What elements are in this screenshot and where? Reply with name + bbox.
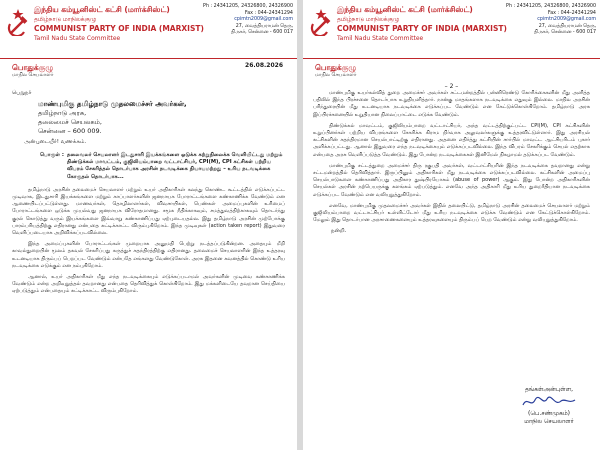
body-paragraph: தமிழ்நாடு அரசின் தலைமைச் செயலாளர் மற்றும் உயர் அதிகாரிகள் கலந்து கொண்ட கூட்டத்தில் எடுக்கப்பட்ட முடிவாக, இடதுசாரி இயக்கங்களை மற்றும் காப்பாளர்களின் ஜனநாயக போராட்டங்களை கண்காணிக்க வேண்டும் என ஆணையிடப்பட்டுள்ளது. மாணவர்கள், தொழிலாளர்கள், விவசாயிகள், பெண்கள் அமைப்புகளின் உரிமைப் போராட்டங்களை ஒடுக்க முயல்வது ஜனநாயக விரோதமானது. சமூக நீதிக்காகவும், சமத்துவத்திற்காகவும் தொடர்ந்து குரல் கொடுத்து வரும் இயக்கங்களை இவ்வாறு கண்காணிப்பது ஏற்புடையதல்ல. இது தமிழ்நாடு அரசின் முற்போக்கு பாரம்பரியத்திற்கு எதிரானது என்பதை சுட்டிக்காட்ட விரும்புகிறோம். இந்த முடிவுகள் (action taken report) இதுவரை வெளிப்படையாக அறிவிக்கப்படவில்லை.	[12, 186, 285, 237]
email-address: cpimtn2009@gmail.com	[537, 17, 596, 23]
handwritten-signature	[519, 394, 579, 410]
recipient-address	[38, 100, 285, 136]
address-line-2: தி.நகர், சென்னை - 600 017	[533, 30, 596, 36]
fax-number: Fax : 044-24341294	[547, 10, 596, 16]
sender-section-sublabel: மாநில செயலாளர்	[12, 72, 54, 78]
signatory-title: மாநில செயலாளர்	[524, 418, 574, 425]
email-address: cpimtn2009@gmail.com	[234, 17, 293, 23]
sender-section-sublabel: மாநில செயலாளர்	[315, 72, 357, 78]
party-name-tamil: இந்திய கம்யூனிஸ்ட் கட்சி (மார்க்சிஸ்ட்)	[34, 5, 170, 14]
letterhead	[303, 0, 600, 59]
address-line-1: 27, வைத்தியராமன் தெரு,	[235, 23, 293, 29]
addressee-line: தலைமைச் செயலகம்,	[38, 118, 102, 126]
party-name-english: COMMUNIST PARTY OF INDIA (MARXIST)	[337, 24, 507, 33]
committee-english: Tamil Nadu State Committee	[337, 35, 424, 42]
thanks-line: நன்றி.	[331, 228, 347, 235]
party-name-tamil: இந்திய கம்யூனிஸ்ட் கட்சி (மார்க்சிஸ்ட்)	[337, 5, 473, 14]
phone-number: Ph : 24341205, 24326800, 24326900	[203, 4, 293, 9]
fax-number: Fax : 044-24341294	[244, 10, 293, 16]
sender-section-label: பொதுக்குழு	[315, 63, 357, 72]
party-name-block	[34, 5, 204, 43]
letter-date: 26.08.2026	[245, 62, 283, 69]
committee-tamil: தமிழ்நாடு மாநிலக்குழு	[34, 16, 97, 23]
body-paragraph: இந்த அமைப்புகளின் போராட்டங்கள் முறையாக அனுமதி பெற்று நடத்தப்படுகின்றன. அதையும் மீறி காவல்துறையின் மூலம் தகவல் சேகரிப்பது கருத்துச் சுதந்திரத்திற்கு எதிரானது. தலைமைச் செயலாளரின் இந்த உத்தரவு உடனடியாக திரும்பப் பெறப்பட வேண்டும் என்பதே எங்களது வேண்டுகோள். அரசு இதனை கவனத்தில் கொண்டு உரிய நடவடிக்கை எடுக்கும் என நம்புகிறோம்.	[12, 241, 285, 269]
party-name-english: COMMUNIST PARTY OF INDIA (MARXIST)	[34, 24, 204, 33]
committee-english: Tamil Nadu State Committee	[34, 35, 121, 42]
letter-body-page-1	[0, 89, 297, 296]
greeting: அன்புடையீர்! வணக்கம்.	[24, 139, 87, 145]
subject-text: தலைவலர் செயலாளர் இடதுசாரி இயக்கங்களை ஒடுக்க கற்றுநிலைக்க வெளியிட்டது மற்றும் திண்டுக்கல் மாவட்டம், குஜிலியம்பாறை வட்டாட்சியர், CPI(M), CPI கட்சிகள் பற்றிய விபரம் சேகரித்தல் தொடர்பாக அரசின் நடவடிக்கை நியாயமற்றது – உரிய நடவடிக்கை கோருதல் தொடர்பாக...	[66, 152, 283, 180]
body-paragraph: மாண்புமிகு சட்டத்துறை அமைச்சர் திரு ரகுபதி அவர்கள், வட்டாட்சியரின் இந்த நடவடிக்கை தவறானது என்று சட்டமன்றத்தில் தெரிவித்தார். இருப்பினும் அதிகாரிகள் மீது நடவடிக்கை எடுக்கப்படவில்லை. கட்சிகளின் அமைப்பு செயல்பாடுகளை கண்காணிப்பது அதிகார துஷ்பிரயோகம் (abuse of power) ஆகும். இது போன்ற அதிகாரிகளின் செயல்கள் அரசின் நற்பெயருக்கு களங்கம் ஏற்படுத்தும். எனவே அந்த அதிகாரி மீது உரிய துறைரீதியான நடவடிக்கை எடுக்கப்பட வேண்டும் என வலியுறுத்துகிறோம்.	[313, 162, 590, 198]
letterhead	[0, 0, 297, 59]
body-paragraph: மாண்புமிகு உயர்கல்வித் துறை அமைச்சர் அவர்கள் சட்டமன்றத்தில் பன்னிரெண்டு கோரிக்கைகளின் மீது அளித்த பதிலில் இந்த பிரச்சனை தொடர்பாக உறுதியளித்தார். நான்கு மாதங்களாக நடவடிக்கை எதுவும் இல்லை. மாநில அரசின் பரிந்துரையின் மீது உடனடியாக நடவடிக்கை எடுக்கப்பட வேண்டும் என கேட்டுக்கொள்கிறோம். தமிழ்நாடு அரசு இப்பிரச்சனையில் உறுதியான நிலைப்பாட்டை எடுக்க வேண்டும்.	[313, 90, 590, 118]
recipient-label: பெறுநர்	[12, 90, 32, 96]
address-line-1: 27, வைத்தியராமன் தெரு,	[538, 23, 596, 29]
contact-block	[496, 4, 596, 37]
signatory-name: (பெ.சண்முகம்)	[527, 410, 570, 417]
party-name-block	[337, 5, 507, 43]
signature-block	[514, 386, 584, 426]
body-paragraph: ஆனால், உயர் அதிகாரிகள் மீது எந்த நடவடிக்கையும் எடுக்கப்படாமல் அவர்களின் முடிவை கண்காணிக்க வேண்டும் என்ற அறிவுறுத்தல் தவறானது என்பதை தெரிவித்துக் கொள்கிறோம். இது மக்களிடையே தவறான செய்தியை ஏற்படுத்தும் என்பதையும் சுட்டிக்காட்ட விரும்புகிறோம்.	[12, 274, 285, 295]
subject-block	[40, 152, 285, 181]
hammer-sickle-star-icon	[6, 8, 30, 36]
subject-label: பொருள் :	[40, 152, 64, 158]
page-number: – 2 –	[444, 83, 459, 90]
address-line-2: தி.நகர், சென்னை - 600 017	[230, 30, 293, 36]
phone-number: Ph : 24341205, 24326800, 24326900	[506, 4, 596, 9]
letter-page-1	[0, 0, 297, 450]
sender-section-label: பொதுக்குழு	[12, 63, 54, 72]
hammer-sickle-star-icon	[309, 8, 333, 36]
closing-salutation: தங்கள்அன்புள்ள,	[524, 386, 574, 393]
body-paragraph: எனவே, மாண்புமிகு முதலமைச்சர் அவர்கள் இதில் தலையிட்டு, தமிழ்நாடு அரசின் தலைமைச் செயலாளர் மற்றும் குஜிலியம்பாறை வட்டாட்சியர் உள்ளிட்டோர் மீது உரிய நடவடிக்கை எடுக்க வேண்டும் என கேட்டுக்கொள்கிறோம். மேலும் இது தொடர்பான அரசாணைகளையும் உத்தரவுகளையும் திரும்பப் பெற வேண்டும் என்று வலியுறுத்துகிறோம்.	[313, 202, 590, 224]
contact-block	[193, 4, 293, 37]
addressee-title: மாண்புமிகு தமிழ்நாடு முதலமைச்சர் அவர்கள்,	[38, 100, 187, 108]
addressee-line: சென்னை – 600 009.	[38, 127, 102, 135]
body-paragraph: திண்டுக்கல் மாவட்டம், குஜிலியம்பாறை வட்டாட்சியர், அந்த வட்டத்திற்குட்பட்ட CPI(M), CPI கட்சிகளின் உறுப்பினர்கள் பற்றிய விபரங்களை சேகரிக்க கிராம நிர்வாக அலுவலர்களுக்கு உத்தரவிட்டுள்ளார். இது அரசியல் கட்சிகளின் சுதந்திரமான செயல்பாட்டிற்கு எதிரானது. அதனை எதிர்த்து கட்சியின் சார்பில் மாவட்ட ஆட்சியரிடம் புகார் அளிக்கப்பட்டது. ஆனால் இதுவரை எந்த நடவடிக்கையும் எடுக்கப்படவில்லை. இந்த விபரம் சேகரிக்கும் செயல் எதற்காக என்பதை அரசு வெளிப்படுத்த வேண்டும். இது போன்ற நடவடிக்கைகள் இனிமேல் நிகழாமல் தடுக்கப்பட வேண்டும்.	[313, 122, 590, 158]
letter-body-page-2	[303, 90, 600, 235]
committee-tamil: தமிழ்நாடு மாநிலக்குழு	[337, 16, 400, 23]
letter-page-2	[303, 0, 600, 450]
addressee-line: தமிழ்நாடு அரசு,	[38, 109, 87, 117]
